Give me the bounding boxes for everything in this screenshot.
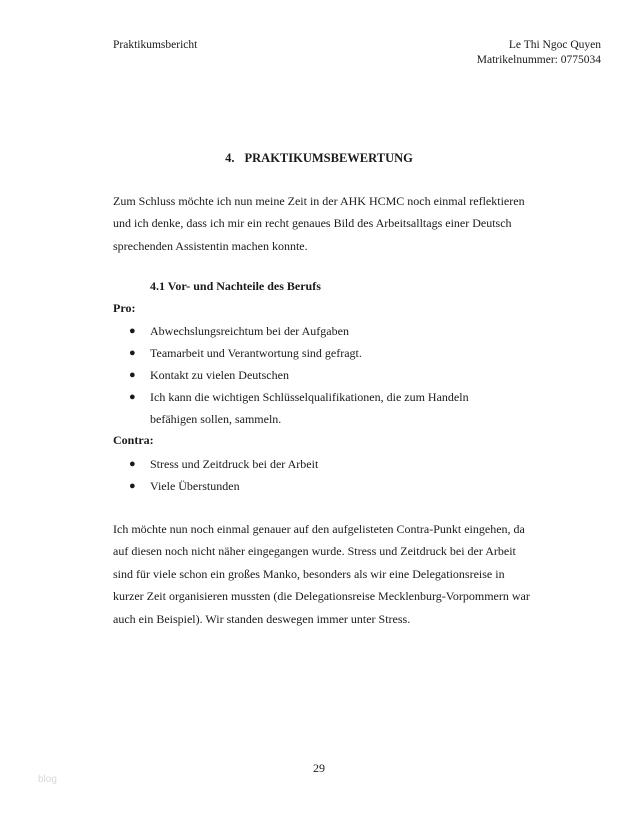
intro-paragraph: Zum Schluss möchte ich nun meine Zeit in der AHK HCMC noch einmal reflektieren und ich denke, dass ich mir ein recht genaues Bild des Arbeitsalltags einer Deutsch sprechenden Assistentin machen konnte.: [113, 194, 525, 253]
pro-label: Pro:: [113, 301, 136, 315]
closing-paragraph: Ich möchte nun noch einmal genauer auf den aufgelisteten Contra-Punkt eingehen, da auf diesen noch nicht näher eingegangen wurde. Stress und Zeitdruck bei der Arbeit sind für viele schon ein großes Manko, besonders als wir eine Delegationsreise in kurzer Zeit organisieren mussten (die Delegationsreise Mecklenburg-Vorpommern war auch ein Beispiel). Wir standen deswegen immer unter Stress.: [113, 522, 530, 626]
bullet-icon: ●: [129, 369, 136, 381]
section-number: 4.: [225, 151, 235, 165]
page-number: 29: [313, 761, 325, 775]
bullet-icon: ●: [129, 347, 136, 359]
list-item: ● Stress und Zeitdruck bei der Arbeit: [113, 453, 513, 475]
list-item: ● Abwechslungsreichtum bei der Aufgaben: [113, 320, 513, 342]
subsection-heading: 4.1 Vor- und Nachteile des Berufs: [150, 279, 321, 293]
list-item: ● Ich kann die wichtigen Schlüsselqualifikationen, die zum Handeln befähigen sollen, sammeln.: [113, 386, 513, 430]
header-report-title: Praktikumsbericht: [113, 39, 198, 51]
header-author-block: [477, 38, 601, 68]
header-matriculation-number: Matrikelnummer: 0775034: [476, 54, 601, 66]
pro-list: [113, 320, 513, 430]
list-item: ● Teamarbeit und Verantwortung sind gefragt.: [113, 342, 513, 364]
bullet-icon: ●: [129, 458, 136, 470]
section-heading: [0, 150, 638, 166]
contra-list: [113, 453, 513, 497]
contra-label: Contra:: [113, 433, 154, 447]
bullet-icon: ●: [129, 325, 136, 337]
section-title-text: PRAKTIKUMSBEWERTUNG: [244, 151, 413, 165]
bullet-icon: ●: [129, 480, 136, 492]
bullet-icon: ●: [129, 391, 136, 403]
watermark-text: blog: [38, 774, 57, 785]
list-item: ● Viele Überstunden: [113, 475, 513, 497]
list-item: ● Kontakt zu vielen Deutschen: [113, 364, 513, 386]
header-author-name: Le Thi Ngoc Quyen: [508, 39, 601, 51]
